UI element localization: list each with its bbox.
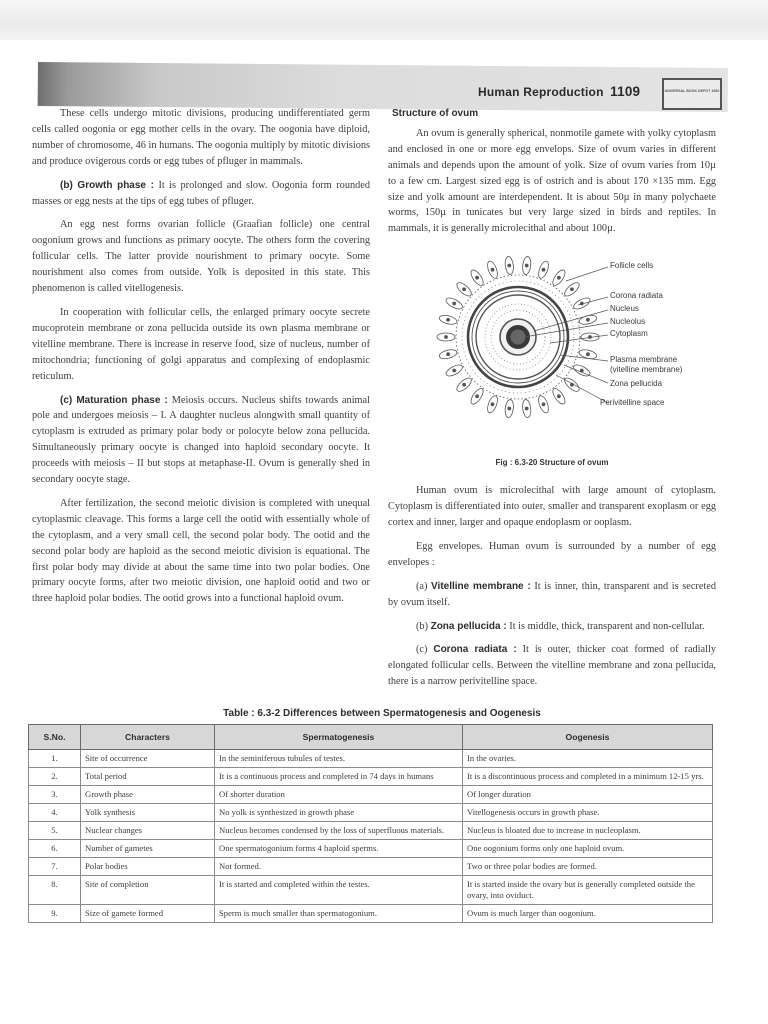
header-spermatogenesis: Spermatogenesis (215, 725, 463, 750)
cell-character: Nuclear changes (81, 822, 215, 840)
follicle-cell-nucleus (447, 353, 450, 356)
cell-spermatogenesis: Of shorter duration (215, 786, 463, 804)
cell-character: Site of occurrence (81, 750, 215, 768)
label-zona-pellucida: Zona pellucida (610, 379, 663, 389)
maturation-phase-label: (c) Maturation phase : (60, 394, 168, 406)
follicle-cell-nucleus (447, 319, 450, 322)
page-top-shade (0, 0, 768, 40)
cell-character: Size of gamete formed (81, 905, 215, 923)
cell-sno: 4. (29, 804, 81, 822)
paragraph-fertilization: After fertilization, the second meiotic division is completed with unequal cytoplasmic cleavage. This forms a large cell the ootid with essentially whole of the cytoplasm, and a very small cell, the second polar body. The ootid and the second polar body are haploid as the second meiotic division is equational. The first polar body may divide at about the same time into two polar bodies. One primary oocyte forms, after two meiotic division, one haploid ootid and two or three haploid polar bodies. The ootid grows into a functional haploid ovum. (32, 497, 370, 605)
cell-sno: 8. (29, 876, 81, 905)
cell-oogenesis: Of longer duration (463, 786, 713, 804)
cell-sno: 7. (29, 858, 81, 876)
cell-oogenesis: Vitellogenesis occurs in growth phase. (463, 804, 713, 822)
cell-spermatogenesis: Sperm is much smaller than spermatogonium. (215, 905, 463, 923)
paragraph-ovum-description: An ovum is generally spherical, nonmotile gamete with yolky cytoplasm and enclosed in one or more egg envelops. Size of ovum varies in different animals and depends upon the amount of yolk. Size of ovum varies from 10µ to a few cm. Largest sized egg is of ostrich and is about 170 ×135 mm. Egg size and yolk amount are interdependent. It is about 50µ in many polychaete worms, 150µ in tunicates but very large sized in birds and reptiles. In mammals, it is generally microlecithal and about 100µ. (388, 127, 716, 235)
ovum-figure (388, 245, 716, 455)
header-sno: S.No. (29, 725, 81, 750)
table-row (29, 750, 713, 768)
label-vitelline-membrane: (vitelline membrane) (610, 365, 683, 375)
follicle-cell-nucleus (586, 319, 589, 322)
follicle-cell-nucleus (570, 288, 573, 291)
corona-radiata-label: Corona radiata : (433, 644, 517, 656)
table-row (29, 840, 713, 858)
follicle-cell-nucleus (542, 268, 545, 271)
follicle-cell-nucleus (491, 403, 494, 406)
label-nucleus: Nucleus (610, 304, 639, 314)
follicle-cell-nucleus (453, 369, 456, 372)
label-cytoplasm: Cytoplasm (610, 329, 648, 339)
label-perivitelline-space: Perivitelline space (600, 398, 665, 408)
page-number: 1109 (610, 84, 641, 99)
follicle-cell-nucleus (463, 288, 466, 291)
paragraph-maturation-phase: (c) Maturation phase : Meiosis occurs. Nucleus shifts towards animal pole and undergoes meiosis – I. A daughter nucleus alongwith small quantity of cytoplasm is extruded as primary polar body or polocyte below zona pellucida. Simultaneously primary oocyte is changed into haploid secondary oocyte. It proceeds with meiosis – II but stops at metaphase-II. Ovum is generally shed in secondary oocyte stage. (32, 394, 370, 486)
ovum-diagram (428, 247, 608, 427)
cell-sno: 3. (29, 786, 81, 804)
cell-spermatogenesis: It is started and completed within the testes. (215, 876, 463, 905)
cell-oogenesis: In the ovaries. (463, 750, 713, 768)
follicle-cell-nucleus (476, 276, 479, 279)
follicle-cell-nucleus (525, 407, 528, 410)
cell-character: Number of gametes (81, 840, 215, 858)
cell-oogenesis: It is started inside the ovary but is generally completed outside the ovary, into oviduct. (463, 876, 713, 905)
paragraph-corona-radiata: (c) Corona radiata : It is outer, thicker coat formed of radially elongated follicular cells. Between the vitelline membrane and zona pellucida, there is a narrow perivitelline space. (388, 644, 716, 688)
header-characters: Characters (81, 725, 215, 750)
table-row (29, 804, 713, 822)
cell-character: Growth phase (81, 786, 215, 804)
cell-spermatogenesis: Not formed. (215, 858, 463, 876)
paragraph-follicular-cells: In cooperation with follicular cells, the enlarged primary oocyte secrete mucoprotein membrane or zona pellucida outside its own plasma membrane or vitelline membrane. There is increase in reserve food, size of nucleus, number of mitochondria; functioning of golgi apparatus and complexing of endoplasmic reticulum. (32, 306, 370, 382)
right-column (388, 106, 716, 698)
follicle-cell-nucleus (445, 336, 448, 339)
growth-phase-label: (b) Growth phase : (60, 179, 154, 191)
table-row (29, 768, 713, 786)
cell-sno: 6. (29, 840, 81, 858)
left-column (32, 106, 370, 615)
comparison-table (28, 724, 713, 923)
vitelline-membrane-label: Vitelline membrane : (431, 580, 531, 592)
follicle-cell-nucleus (453, 302, 456, 305)
cell-sno: 2. (29, 768, 81, 786)
cell-character: Site of completion (81, 876, 215, 905)
publisher-logo-text: UNIVERSAL BOOK DEPOT 1960 (664, 89, 720, 93)
table-title: Table : 6.3-2 Differences between Spermatogenesis and Oogenesis (223, 708, 541, 719)
table-header-row (29, 725, 713, 750)
follicle-cell-nucleus (463, 383, 466, 386)
cell-oogenesis: Ovum is much larger than oogonium. (463, 905, 713, 923)
cell-spermatogenesis: No yolk is synthesized in growth phase (215, 804, 463, 822)
running-header (478, 84, 658, 99)
cell-spermatogenesis: In the seminiferous tubules of testes. (215, 750, 463, 768)
cell-character: Yolk synthesis (81, 804, 215, 822)
cell-oogenesis: Nucleus is bloated due to increase in nucleoplasm. (463, 822, 713, 840)
paragraph-growth-phase: (b) Growth phase : It is prolonged and slow. Oogonia form rounded masses or egg nests at the tips of egg tubes of pfluger. (32, 179, 370, 207)
table-row (29, 822, 713, 840)
cell-sno: 1. (29, 750, 81, 768)
paragraph-egg-envelopes: Egg envelopes. Human ovum is surrounded by a number of egg envelopes : (388, 540, 716, 568)
label-corona-radiata: Corona radiata (610, 291, 663, 301)
table-row (29, 858, 713, 876)
section-heading-structure-of-ovum: Structure of ovum (392, 108, 479, 119)
cell-spermatogenesis: Nucleus becomes condensed by the loss of superfluous materials. (215, 822, 463, 840)
label-plasma-membrane: Plasma membrane (610, 355, 678, 365)
paragraph-vitelline-membrane: (a) Vitelline membrane : It is inner, thin, transparent and is secreted by ovum itself. (388, 580, 716, 608)
figure-caption: Fig : 6.3-20 Structure of ovum (495, 458, 609, 468)
zona-pellucida-label: Zona pellucida : (430, 620, 507, 632)
label-follicle-cells: Follicle cells (610, 261, 654, 271)
cell-oogenesis: One oogonium forms only one haploid ovum. (463, 840, 713, 858)
cell-spermatogenesis: One spermatogonium forms 4 haploid sperms. (215, 840, 463, 858)
paragraph-zona-pellucida: (b) Zona pellucida : It is middle, thick, transparent and non-cellular. (416, 620, 705, 632)
cell-sno: 9. (29, 905, 81, 923)
chapter-title: Human Reproduction (478, 85, 604, 99)
table-row (29, 786, 713, 804)
paragraph-egg-nest: An egg nest forms ovarian follicle (Graafian follicle) one central oogonium grows and functions as primary oocyte. The others form the covering follicular cells. The latter provide nourishment to primary oocyte. Some nourishment also comes from outside. Yolk is deposited in this state. This phenomenon is called vitellogenesis. (32, 219, 370, 295)
follicle-cell-nucleus (542, 403, 545, 406)
cell-character: Polar bodies (81, 858, 215, 876)
paragraph-human-ovum: Human ovum is microlecithal with large amount of cytoplasm. Cytoplasm is differentiated into outer, smaller and transparent exoplasm or egg cortex and inner, larger and opaque endoplasm or ooplasm. (388, 485, 716, 528)
follicle-cell-nucleus (557, 276, 560, 279)
table-row (29, 905, 713, 923)
table-row (29, 876, 713, 905)
follicle-cell-nucleus (586, 353, 589, 356)
cell-spermatogenesis: It is a continuous process and completed in 74 days in humans (215, 768, 463, 786)
follicle-cell-nucleus (491, 268, 494, 271)
follicle-cell-nucleus (508, 407, 511, 410)
cell-character: Total period (81, 768, 215, 786)
cell-oogenesis: Two or three polar bodies are formed. (463, 858, 713, 876)
follicle-cell-nucleus (476, 395, 479, 398)
follicle-cell-nucleus (508, 264, 511, 267)
follicle-cell-nucleus (557, 395, 560, 398)
paragraph-oogonia: These cells undergo mitotic divisions, producing undifferentiated germ cells called oogonia or egg mother cells in the ovary. The oogonia have diploid, number of chromosome, 46 in humans. The oogonia multiply by mitotic divisions and produce ovigerous cords or egg tubes of pfluger in mammals. (32, 108, 370, 167)
header-oogenesis: Oogenesis (463, 725, 713, 750)
cell-oogenesis: It is a discontinuous process and completed in a minimum 12-15 yrs. (463, 768, 713, 786)
label-nucleolus: Nucleolus (610, 317, 646, 327)
cell-sno: 5. (29, 822, 81, 840)
follicle-cell-nucleus (525, 264, 528, 267)
